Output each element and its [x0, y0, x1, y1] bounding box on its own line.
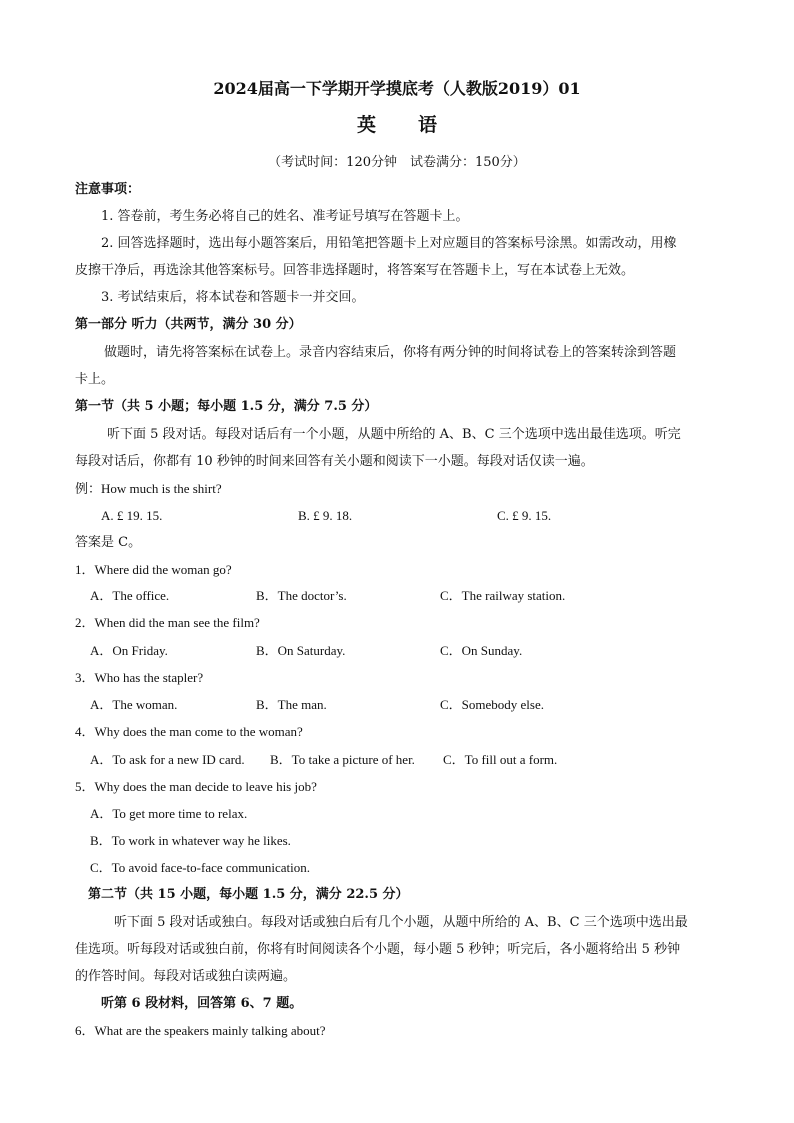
question-5-option-a: A．To get more time to relax. — [90, 806, 248, 821]
material-6-heading: 听第 6 段材料，回答第 6、7 题。 — [101, 996, 303, 1011]
section1-heading: 第一节（共 5 小题；每小题 1.5 分，满分 7.5 分） — [75, 399, 378, 414]
section1-intro-line-2: 每段对话后，你都有 10 秒钟的时间来回答有关小题和阅读下一小题。每段对话仅读一遍。 — [75, 454, 594, 469]
question-5-option-c: C．To avoid face-to-face communication. — [90, 860, 311, 875]
part1-intro-line-2: 卡上。 — [75, 372, 115, 387]
part1-heading: 第一部分 听力（共两节，满分 30 分） — [75, 317, 302, 332]
question-6: 6．What are the speakers mainly talking about? — [75, 1023, 326, 1038]
question-3-option-b: B．The man. — [256, 697, 327, 712]
section2-intro-line-3: 的作答时间。每段对话或独白读两遍。 — [75, 969, 297, 984]
question-4-option-a: A．To ask for a new ID card. — [90, 752, 245, 767]
section2-intro-line-2: 佳选项。听每段对话或独白前，你将有时间阅读各个小题，每小题 5 秒钟；听完后，各小题将给出 5 秒钟 — [75, 942, 681, 957]
example-option-a: A. £ 19. 15. — [101, 508, 163, 523]
question-3-option-a: A．The woman. — [90, 697, 178, 712]
question-1-option-a: A．The office. — [90, 588, 170, 603]
question-2: 2．When did the man see the film? — [75, 615, 260, 630]
question-5-option-b: B．To work in whatever way he likes. — [90, 833, 291, 848]
question-4: 4．Why does the man come to the woman? — [75, 724, 303, 739]
section2-heading: 第二节（共 15 小题，每小题 1.5 分，满分 22.5 分） — [88, 887, 409, 902]
notice-item-1: 1. 答卷前，考生务必将自己的姓名、准考证号填写在答题卡上。 — [101, 209, 469, 224]
question-2-option-c: C．On Sunday. — [440, 643, 523, 658]
question-1-option-b: B．The doctor’s. — [256, 588, 347, 603]
question-3: 3．Who has the stapler? — [75, 670, 204, 685]
example-answer: 答案是 C。 — [75, 535, 142, 550]
section2-intro-line-1: 听下面 5 段对话或独白。每段对话或独白后有几个小题，从题中所给的 A、B、C 三个选项中选出最 — [114, 915, 688, 930]
notice-item-3: 3. 考试结束后，将本试卷和答题卡一并交回。 — [101, 290, 365, 305]
notice-item-2-line-1: 2. 回答选择题时，选出每小题答案后，用铅笔把答题卡上对应题目的答案标号涂黑。如需改动，用橡 — [101, 236, 677, 251]
part1-intro-line-1: 做题时，请先将答案标在试卷上。录音内容结束后，你将有两分钟的时间将试卷上的答案转涂到答题 — [104, 345, 677, 360]
question-3-option-c: C．Somebody else. — [440, 697, 544, 712]
question-2-option-a: A．On Friday. — [90, 643, 168, 658]
question-1: 1．Where did the woman go? — [75, 562, 232, 577]
question-1-option-c: C．The railway station. — [440, 588, 566, 603]
example-question: 例：How much is the shirt? — [75, 481, 222, 496]
notice-item-2-line-2: 皮擦干净后，再选涂其他答案标号。回答非选择题时，将答案写在答题卡上，写在本试卷上无效。 — [75, 263, 635, 278]
question-2-option-b: B．On Saturday. — [256, 643, 346, 658]
question-4-option-b: B．To take a picture of her. — [270, 752, 415, 767]
subject-title: 英语 — [356, 114, 479, 136]
notice-heading: 注意事项： — [75, 182, 141, 197]
question-4-option-c: C．To fill out a form. — [443, 752, 558, 767]
question-5: 5．Why does the man decide to leave his job? — [75, 779, 317, 794]
exam-title: 2024届高一下学期开学摸底考（人教版2019）01 — [213, 79, 581, 98]
exam-info: （考试时间：120分钟 试卷满分：150分） — [268, 155, 526, 170]
example-option-b: B. £ 9. 18. — [298, 508, 353, 523]
section1-intro-line-1: 听下面 5 段对话。每段对话后有一个小题，从题中所给的 A、B、C 三个选项中选出最佳选项。听完 — [107, 427, 681, 442]
example-option-c: C. £ 9. 15. — [497, 508, 552, 523]
